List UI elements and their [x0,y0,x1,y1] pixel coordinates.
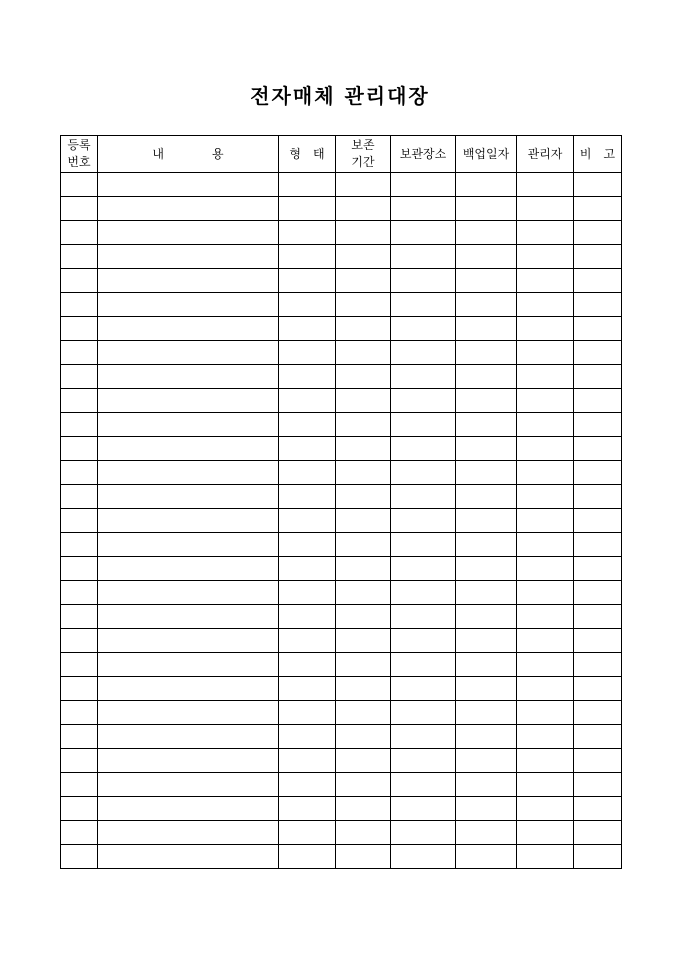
cell-type[interactable] [279,845,336,869]
cell-manager[interactable] [517,533,574,557]
cell-retention[interactable] [336,677,391,701]
cell-backup-date[interactable] [456,773,517,797]
cell-remarks[interactable] [574,557,622,581]
table-row [61,773,622,797]
cell-backup-date[interactable] [456,173,517,197]
cell-location[interactable] [391,677,456,701]
cell-content[interactable] [98,317,279,341]
table-row [61,437,622,461]
cell-location[interactable] [391,605,456,629]
cell-reg-no[interactable] [61,725,98,749]
cell-retention[interactable] [336,389,391,413]
cell-reg-no[interactable] [61,173,98,197]
cell-content[interactable] [98,701,279,725]
cell-remarks[interactable] [574,437,622,461]
cell-remarks[interactable] [574,317,622,341]
cell-retention[interactable] [336,293,391,317]
cell-location[interactable] [391,557,456,581]
table-row [61,461,622,485]
cell-content[interactable] [98,797,279,821]
cell-manager[interactable] [517,773,574,797]
cell-content[interactable] [98,437,279,461]
table-row [61,221,622,245]
cell-location[interactable] [391,845,456,869]
cell-location[interactable] [391,701,456,725]
cell-remarks[interactable] [574,485,622,509]
cell-backup-date[interactable] [456,701,517,725]
cell-retention[interactable] [336,461,391,485]
cell-retention[interactable] [336,749,391,773]
table-row [61,173,622,197]
cell-backup-date[interactable] [456,653,517,677]
cell-backup-date[interactable] [456,485,517,509]
cell-location[interactable] [391,269,456,293]
cell-retention[interactable] [336,173,391,197]
cell-type[interactable] [279,485,336,509]
cell-retention[interactable] [336,509,391,533]
cell-location[interactable] [391,173,456,197]
cell-content[interactable] [98,677,279,701]
cell-backup-date[interactable] [456,677,517,701]
cell-retention[interactable] [336,269,391,293]
table-row [61,821,622,845]
table-row [61,533,622,557]
table-row [61,317,622,341]
cell-type[interactable] [279,533,336,557]
table-row [61,653,622,677]
cell-retention[interactable] [336,629,391,653]
media-ledger-table [60,135,622,869]
cell-type[interactable] [279,341,336,365]
cell-content[interactable] [98,557,279,581]
cell-type[interactable] [279,245,336,269]
cell-manager[interactable] [517,725,574,749]
table-row [61,701,622,725]
table-row [61,365,622,389]
cell-manager[interactable] [517,413,574,437]
cell-content[interactable] [98,749,279,773]
cell-retention[interactable] [336,773,391,797]
table-row [61,509,622,533]
cell-manager[interactable] [517,605,574,629]
cell-backup-date[interactable] [456,317,517,341]
cell-content[interactable] [98,293,279,317]
cell-backup-date[interactable] [456,197,517,221]
table-row [61,389,622,413]
cell-type[interactable] [279,629,336,653]
cell-backup-date[interactable] [456,749,517,773]
cell-backup-date[interactable] [456,533,517,557]
cell-manager[interactable] [517,797,574,821]
cell-reg-no[interactable] [61,293,98,317]
cell-remarks[interactable] [574,701,622,725]
cell-reg-no[interactable] [61,533,98,557]
table-row [61,269,622,293]
cell-location[interactable] [391,773,456,797]
table-row [61,581,622,605]
cell-retention[interactable] [336,845,391,869]
cell-location[interactable] [391,485,456,509]
cell-type[interactable] [279,197,336,221]
cell-manager[interactable] [517,173,574,197]
cell-type[interactable] [279,653,336,677]
cell-remarks[interactable] [574,773,622,797]
cell-remarks[interactable] [574,821,622,845]
cell-backup-date[interactable] [456,845,517,869]
cell-reg-no[interactable] [61,509,98,533]
cell-remarks[interactable] [574,461,622,485]
cell-reg-no[interactable] [61,845,98,869]
cell-retention[interactable] [336,581,391,605]
page-title: 전자매체 관리대장 [250,84,430,108]
cell-backup-date[interactable] [456,389,517,413]
cell-content[interactable] [98,269,279,293]
header-reg-no: 등록 번호 [61,136,98,173]
cell-reg-no[interactable] [61,581,98,605]
cell-type[interactable] [279,365,336,389]
cell-backup-date[interactable] [456,365,517,389]
cell-content[interactable] [98,197,279,221]
header-manager: 관리자 [517,136,574,173]
cell-reg-no[interactable] [61,557,98,581]
cell-remarks[interactable] [574,677,622,701]
cell-reg-no[interactable] [61,653,98,677]
table-row [61,557,622,581]
cell-retention[interactable] [336,605,391,629]
cell-type[interactable] [279,461,336,485]
cell-location[interactable] [391,365,456,389]
cell-content[interactable] [98,365,279,389]
cell-retention[interactable] [336,485,391,509]
cell-location[interactable] [391,581,456,605]
cell-remarks[interactable] [574,269,622,293]
cell-location[interactable] [391,341,456,365]
table-row [61,677,622,701]
cell-retention[interactable] [336,341,391,365]
cell-manager[interactable] [517,221,574,245]
cell-type[interactable] [279,437,336,461]
cell-reg-no[interactable] [61,389,98,413]
cell-reg-no[interactable] [61,773,98,797]
cell-location[interactable] [391,629,456,653]
cell-content[interactable] [98,629,279,653]
cell-location[interactable] [391,437,456,461]
cell-location[interactable] [391,221,456,245]
cell-manager[interactable] [517,365,574,389]
cell-backup-date[interactable] [456,293,517,317]
cell-type[interactable] [279,677,336,701]
cell-location[interactable] [391,533,456,557]
cell-manager[interactable] [517,197,574,221]
table-row [61,341,622,365]
cell-retention[interactable] [336,533,391,557]
cell-backup-date[interactable] [456,221,517,245]
cell-remarks[interactable] [574,533,622,557]
cell-reg-no[interactable] [61,677,98,701]
table-row [61,629,622,653]
cell-backup-date[interactable] [456,605,517,629]
cell-remarks[interactable] [574,221,622,245]
cell-reg-no[interactable] [61,749,98,773]
cell-manager[interactable] [517,653,574,677]
cell-remarks[interactable] [574,845,622,869]
cell-location[interactable] [391,461,456,485]
cell-content[interactable] [98,509,279,533]
cell-retention[interactable] [336,317,391,341]
header-location: 보관장소 [391,136,456,173]
cell-reg-no[interactable] [61,701,98,725]
cell-manager[interactable] [517,701,574,725]
table-row [61,749,622,773]
cell-remarks[interactable] [574,653,622,677]
cell-backup-date[interactable] [456,821,517,845]
cell-location[interactable] [391,413,456,437]
cell-retention[interactable] [336,725,391,749]
cell-reg-no[interactable] [61,365,98,389]
cell-type[interactable] [279,605,336,629]
cell-type[interactable] [279,317,336,341]
cell-reg-no[interactable] [61,605,98,629]
cell-reg-no[interactable] [61,197,98,221]
table-row [61,605,622,629]
cell-manager[interactable] [517,821,574,845]
cell-type[interactable] [279,581,336,605]
cell-backup-date[interactable] [456,413,517,437]
cell-remarks[interactable] [574,605,622,629]
table-row [61,245,622,269]
cell-location[interactable] [391,749,456,773]
cell-remarks[interactable] [574,797,622,821]
ledger-body [61,173,622,869]
table-row [61,725,622,749]
cell-content[interactable] [98,605,279,629]
cell-retention[interactable] [336,797,391,821]
cell-retention[interactable] [336,437,391,461]
cell-type[interactable] [279,797,336,821]
cell-backup-date[interactable] [456,581,517,605]
cell-backup-date[interactable] [456,269,517,293]
header-content: 내 용 [98,136,279,173]
cell-manager[interactable] [517,581,574,605]
cell-remarks[interactable] [574,197,622,221]
cell-retention[interactable] [336,653,391,677]
cell-location[interactable] [391,293,456,317]
cell-remarks[interactable] [574,245,622,269]
cell-content[interactable] [98,581,279,605]
cell-remarks[interactable] [574,365,622,389]
header-row [61,136,622,173]
cell-remarks[interactable] [574,725,622,749]
cell-remarks[interactable] [574,413,622,437]
table-row [61,845,622,869]
cell-reg-no[interactable] [61,269,98,293]
cell-content[interactable] [98,845,279,869]
cell-backup-date[interactable] [456,461,517,485]
cell-manager[interactable] [517,269,574,293]
cell-retention[interactable] [336,701,391,725]
cell-reg-no[interactable] [61,221,98,245]
cell-retention[interactable] [336,413,391,437]
cell-reg-no[interactable] [61,629,98,653]
cell-type[interactable] [279,557,336,581]
cell-retention[interactable] [336,221,391,245]
cell-location[interactable] [391,197,456,221]
table-row [61,413,622,437]
table-row [61,293,622,317]
cell-location[interactable] [391,725,456,749]
cell-remarks[interactable] [574,749,622,773]
cell-backup-date[interactable] [456,245,517,269]
cell-manager[interactable] [517,341,574,365]
cell-content[interactable] [98,413,279,437]
cell-type[interactable] [279,221,336,245]
cell-content[interactable] [98,725,279,749]
cell-remarks[interactable] [574,509,622,533]
cell-type[interactable] [279,389,336,413]
cell-type[interactable] [279,725,336,749]
cell-reg-no[interactable] [61,413,98,437]
cell-content[interactable] [98,533,279,557]
header-backup-date: 백업일자 [456,136,517,173]
cell-content[interactable] [98,461,279,485]
header-remarks: 비 고 [574,136,622,173]
cell-backup-date[interactable] [456,509,517,533]
cell-type[interactable] [279,293,336,317]
cell-retention[interactable] [336,365,391,389]
cell-remarks[interactable] [574,389,622,413]
cell-remarks[interactable] [574,629,622,653]
cell-manager[interactable] [517,557,574,581]
cell-reg-no[interactable] [61,485,98,509]
cell-content[interactable] [98,653,279,677]
cell-type[interactable] [279,173,336,197]
cell-reg-no[interactable] [61,341,98,365]
cell-manager[interactable] [517,677,574,701]
cell-manager[interactable] [517,749,574,773]
cell-manager[interactable] [517,845,574,869]
cell-type[interactable] [279,821,336,845]
cell-reg-no[interactable] [61,821,98,845]
cell-manager[interactable] [517,293,574,317]
cell-type[interactable] [279,509,336,533]
cell-reg-no[interactable] [61,797,98,821]
cell-backup-date[interactable] [456,437,517,461]
cell-content[interactable] [98,485,279,509]
cell-retention[interactable] [336,197,391,221]
cell-location[interactable] [391,509,456,533]
cell-remarks[interactable] [574,293,622,317]
cell-reg-no[interactable] [61,437,98,461]
cell-retention[interactable] [336,557,391,581]
cell-content[interactable] [98,245,279,269]
cell-type[interactable] [279,701,336,725]
header-retention: 보존 기간 [336,136,391,173]
cell-manager[interactable] [517,629,574,653]
cell-content[interactable] [98,341,279,365]
cell-backup-date[interactable] [456,725,517,749]
cell-reg-no[interactable] [61,245,98,269]
cell-content[interactable] [98,821,279,845]
cell-type[interactable] [279,413,336,437]
cell-type[interactable] [279,773,336,797]
cell-remarks[interactable] [574,341,622,365]
cell-type[interactable] [279,269,336,293]
cell-manager[interactable] [517,245,574,269]
cell-manager[interactable] [517,461,574,485]
cell-content[interactable] [98,389,279,413]
cell-manager[interactable] [517,509,574,533]
cell-backup-date[interactable] [456,557,517,581]
table-row [61,797,622,821]
cell-content[interactable] [98,173,279,197]
cell-location[interactable] [391,653,456,677]
cell-backup-date[interactable] [456,629,517,653]
cell-manager[interactable] [517,485,574,509]
cell-location[interactable] [391,821,456,845]
cell-remarks[interactable] [574,581,622,605]
table-row [61,197,622,221]
header-type: 형 태 [279,136,336,173]
cell-location[interactable] [391,245,456,269]
cell-reg-no[interactable] [61,317,98,341]
cell-content[interactable] [98,773,279,797]
cell-location[interactable] [391,317,456,341]
cell-manager[interactable] [517,437,574,461]
cell-location[interactable] [391,389,456,413]
cell-remarks[interactable] [574,173,622,197]
cell-type[interactable] [279,749,336,773]
cell-retention[interactable] [336,821,391,845]
cell-manager[interactable] [517,389,574,413]
cell-location[interactable] [391,797,456,821]
cell-manager[interactable] [517,317,574,341]
cell-backup-date[interactable] [456,341,517,365]
cell-content[interactable] [98,221,279,245]
cell-backup-date[interactable] [456,797,517,821]
cell-reg-no[interactable] [61,461,98,485]
table-row [61,485,622,509]
cell-retention[interactable] [336,245,391,269]
